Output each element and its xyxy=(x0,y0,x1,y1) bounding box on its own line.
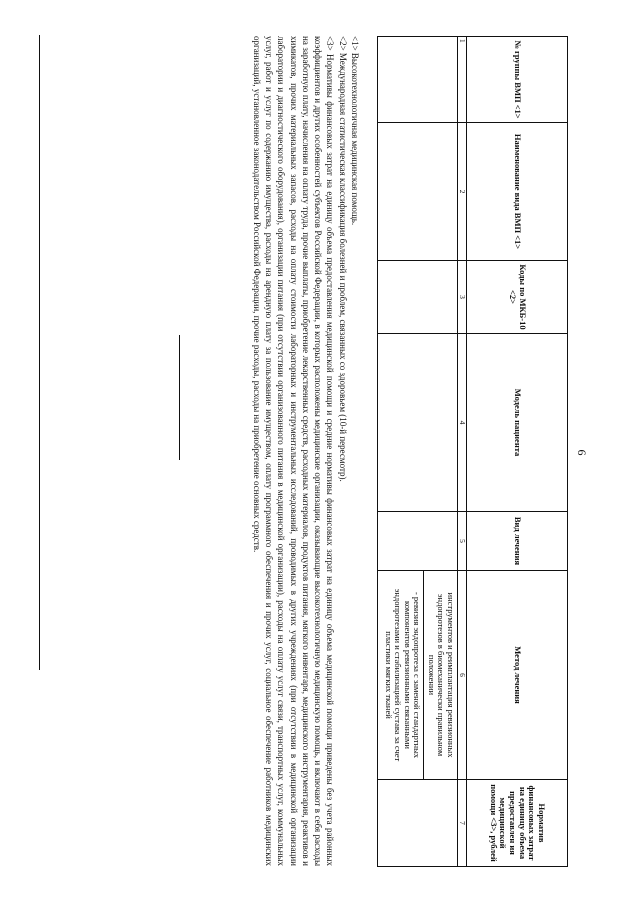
cell-treatment-type xyxy=(378,512,458,571)
cell-group-number xyxy=(378,37,458,123)
column-number: 7 xyxy=(458,780,467,867)
column-number: 4 xyxy=(458,334,467,512)
header-treatment-type: Вид лечения xyxy=(467,512,568,571)
column-number: 6 xyxy=(458,571,467,780)
cell-treatment-method xyxy=(378,571,458,780)
column-numbers-row xyxy=(458,37,467,867)
table-row xyxy=(378,37,458,867)
column-number: 3 xyxy=(458,261,467,334)
vmp-table xyxy=(377,36,568,867)
table-header-row xyxy=(467,37,568,867)
header-patient-model: Модель пациента xyxy=(467,334,568,512)
cell-cost-standard xyxy=(378,780,458,867)
footnote-3: <3> Нормативы финансовых затрат на единицу объема предоставления медицинской помощи и средние нормативы финансовых затрат на единицу объема медицинской помощи приведены без учета районных коэффициентов и других особенностей субъектов Российской Федерации, в которых расположены медицинские организации, оказывающие высокотехнологичную медицинскую помощь, и включают в себя расходы на заработную плату, начисления на оплату труда, прочие выплаты, приобретение лекарственных средств, расходных материалов, продуктов питания, мягкого инвентаря, медицинского инструментария, реактивов и химикатов, прочих материальных запасов, расходы на оплату стоимости лабораторных и инструментальных исследований, проводимых в других учреждениях (при отсутствии в медицинской организации лаборатории и диагностического оборудования), организации питания (при отсутствии организованного питания в медицинской организации), расходы на оплату услуг связи, транспортных услуг, коммунальных услуг, работ и услуг по содержанию имущества, расходы на арендную плату за пользование имуществом, оплату программного обеспечения и прочих услуг, социальное обеспечение работников медицинских организаций, установленное законодательством Российской Федерации, прочие расходы, расходы на приобретение основных средств. xyxy=(251,36,336,866)
footnote-2: <2> Международная статистическая классификация болезней и проблем, связанных со здоровьем (10-й пересмотр). xyxy=(337,36,348,482)
header-vmp-type: Наименование вида ВМП <1> xyxy=(467,123,568,261)
header-icd-codes: Коды по МКБ-10 <2> xyxy=(467,261,568,334)
column-number: 1 xyxy=(458,37,467,123)
separator-long xyxy=(39,35,40,670)
separator-short xyxy=(179,335,180,460)
column-number: 2 xyxy=(458,123,467,261)
footnote-1: <1> Высокотехнологичная медицинская помощь. xyxy=(350,36,360,226)
cell-icd-codes xyxy=(378,261,458,334)
cell-patient-model xyxy=(378,334,458,512)
method-part-2: - ревизия эндопротеза с заменой стандартных компонентов ревизионными связанными эндопротезами и стабилизацией сустава за счет пластики мягких тканей xyxy=(381,571,424,779)
footnotes xyxy=(250,36,361,866)
header-group-number: № группы ВМП <1> xyxy=(467,37,568,123)
cell-vmp-type xyxy=(378,123,458,261)
header-treatment-method: Метод лечения xyxy=(467,571,568,780)
method-part-1: инструментов и реимплантация ревизионных эндопротезов в биомеханически правильном положении xyxy=(426,592,456,758)
column-number: 5 xyxy=(458,512,467,571)
header-cost-standard: Норматив финансовых затрат на единицу объема предоставлен ия медицинской помощи <3>, рублей xyxy=(467,780,568,867)
page-number: 6 xyxy=(575,449,589,456)
